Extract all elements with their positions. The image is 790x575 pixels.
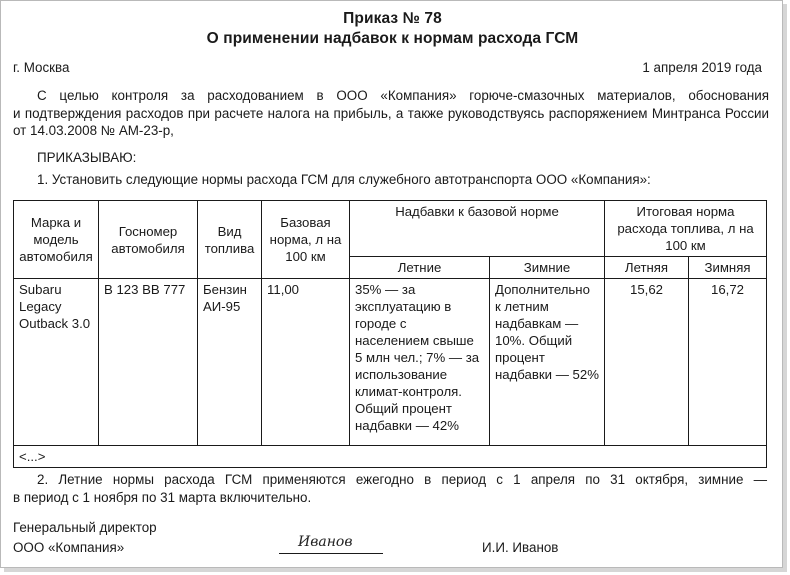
intro-line: от 14.03.2008 № АМ-23-р,: [13, 123, 174, 138]
cell-base-norm: 11,00: [262, 279, 350, 446]
signer-name: И.И. Иванов: [482, 540, 559, 555]
signer-title: Генеральный директор: [13, 520, 157, 535]
item-2: [13, 471, 767, 507]
header-surcharges: Надбавки к базовой норме: [350, 201, 605, 257]
header-model: Марка и модель автомобиля: [14, 201, 99, 279]
header-total-winter: Зимняя: [689, 257, 767, 279]
signer-org: ООО «Компания»: [13, 540, 125, 555]
order-date: 1 апреля 2019 года: [642, 60, 762, 75]
header-total-norm: Итоговая норма расхода топлива, л на 100 км: [605, 201, 767, 257]
cell-total-winter: 16,72: [689, 279, 767, 446]
header-summer: Летние: [350, 257, 490, 279]
cell-total-summer: 15,62: [605, 279, 689, 446]
cell-summer-surcharge: 35% — за эксплуатацию в городе с населением свыше 5 млн чел.; 7% — за использование климат-контроля. Общий процент надбавки — 42%: [350, 279, 490, 446]
cell-plate: В 123 ВВ 777: [99, 279, 198, 446]
signature: Иванов: [298, 534, 353, 550]
item-2-line: в период с 1 ноября по 31 марта включительно.: [13, 490, 312, 505]
order-title: Приказ № 78: [343, 10, 442, 27]
intro-line: и подтверждения расходов при расчете налога на прибыль, а также руководствуясь распоряжением Минтранса России: [13, 105, 769, 121]
table-row: [14, 279, 767, 446]
header-fuel: Вид топлива: [198, 201, 262, 279]
header-plate: Госномер автомобиля: [99, 201, 198, 279]
intro-paragraph: [13, 87, 769, 140]
table-ellipsis: <...>: [14, 446, 767, 468]
order-subtitle: О применении надбавок к нормам расхода ГСМ: [206, 30, 579, 47]
header-winter: Зимние: [490, 257, 605, 279]
cell-fuel: Бензин АИ-95: [198, 279, 262, 446]
city: г. Москва: [13, 60, 70, 75]
item-2-line: 2. Летние нормы расхода ГСМ применяются ежегодно в период с 1 апреля по 31 октября, зимние —: [37, 472, 767, 487]
cell-model: Subaru Legacy Outback 3.0: [14, 279, 99, 446]
fuel-norms-table: [13, 200, 767, 468]
order-word: ПРИКАЗЫВАЮ:: [37, 150, 137, 165]
intro-line: С целью контроля за расходованием в ООО «Компания» горюче-смазочных материалов, обоснования: [37, 88, 769, 103]
signature-line: [279, 553, 383, 554]
item-1: 1. Установить следующие нормы расхода ГСМ для служебного автотранспорта ООО «Компания»:: [37, 172, 651, 187]
header-base-norm: Базовая норма, л на 100 км: [262, 201, 350, 279]
cell-winter-surcharge: Дополнительно к летним надбавкам — 10%. Общий процент надбавки — 52%: [490, 279, 605, 446]
header-total-summer: Летняя: [605, 257, 689, 279]
